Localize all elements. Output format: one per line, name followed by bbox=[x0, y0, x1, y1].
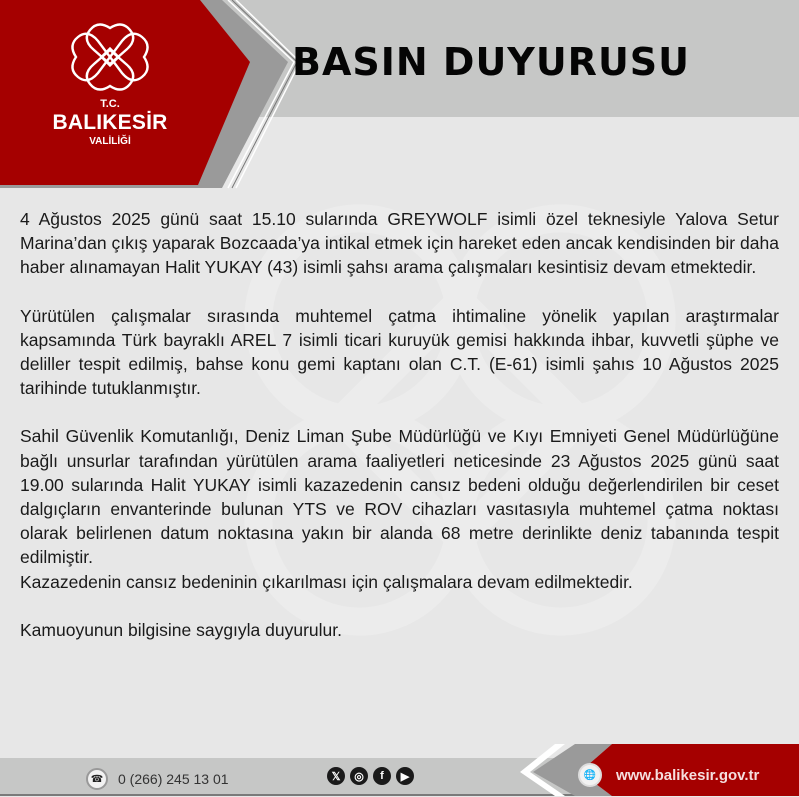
paragraph-3: Sahil Güvenlik Komutanlığı, Deniz Liman Şube Müdürlüğü ve Kıyı Emniyeti Genel Müdürlüğüne bağlı unsurlar tarafından yürütülen arama faaliyetleri neticesinde 23 Ağustos 2025 günü saat 19.00 sularında Halit YUKAY isimli kazazedenin cansız bedeni olduğu değerlendirilen bir ceset dalgıçların envanterinde bulunan YTS ve ROV cihazları vasıtasıyla muhtemel çatma noktası olarak belirlenen datum noktasına yakın bir alanda 68 metre derinlikte deniz tabanında tespit edilmiştir. bbox=[20, 426, 779, 568]
footer-website bbox=[578, 763, 759, 787]
phone-icon: ☎ bbox=[86, 768, 108, 790]
social-links bbox=[327, 767, 414, 785]
paragraph-2: Yürütülen çalışmalar sırasında muhtemel çatma ihtimaline yönelik yapılan araştırmalar kapsamında Türk bayraklı AREL 7 isimli ticari kuruyük gemisi hakkında ihbar, kuvvetli şüphe ve deliller tespit edilmiş, bahse konu gemi kaptanı olan C.T. (E-61) isimli şahıs 10 Ağustos 2025 tarihinde tutuklanmıştır. bbox=[20, 305, 779, 399]
org-subtitle: VALİLİĞİ bbox=[89, 136, 131, 147]
org-name: BALIKESİR bbox=[52, 111, 168, 134]
youtube-icon[interactable]: ▶ bbox=[396, 767, 414, 785]
press-release-body bbox=[20, 207, 779, 666]
footer-phone bbox=[86, 768, 229, 790]
org-prefix: T.C. bbox=[100, 98, 120, 110]
globe-icon: 🌐 bbox=[578, 763, 602, 787]
phone-number[interactable]: 0 (266) 245 13 01 bbox=[118, 771, 229, 787]
paragraph-4: Kazazedenin cansız bedeninin çıkarılması için çalışmalara devam edilmektedir. bbox=[20, 571, 633, 592]
paragraph-1: 4 Ağustos 2025 günü saat 15.10 sularında GREYWOLF isimli özel teknesiyle Yalova Setur Marina’dan çıkış yaparak Bozcaada’ya intikal etmek için hareket eden ancak kendisinden bir daha haber alınamayan Halit YUKAY (43) isimli şahsı arama çalışmaları kesintisiz devam etmektedir. bbox=[20, 209, 779, 278]
facebook-icon[interactable]: f bbox=[373, 767, 391, 785]
page-title: BASIN DUYURUSU bbox=[292, 40, 691, 84]
header-chevron-shapes bbox=[0, 0, 320, 190]
website-link[interactable]: www.balikesir.gov.tr bbox=[616, 766, 760, 784]
closing-line: Kamuoyunun bilgisine saygıyla duyurulur. bbox=[20, 619, 342, 640]
x-icon[interactable]: 𝕏 bbox=[327, 767, 345, 785]
balikesir-logo-icon bbox=[64, 22, 156, 92]
instagram-icon[interactable]: ◎ bbox=[350, 767, 368, 785]
organization-name bbox=[40, 98, 180, 148]
